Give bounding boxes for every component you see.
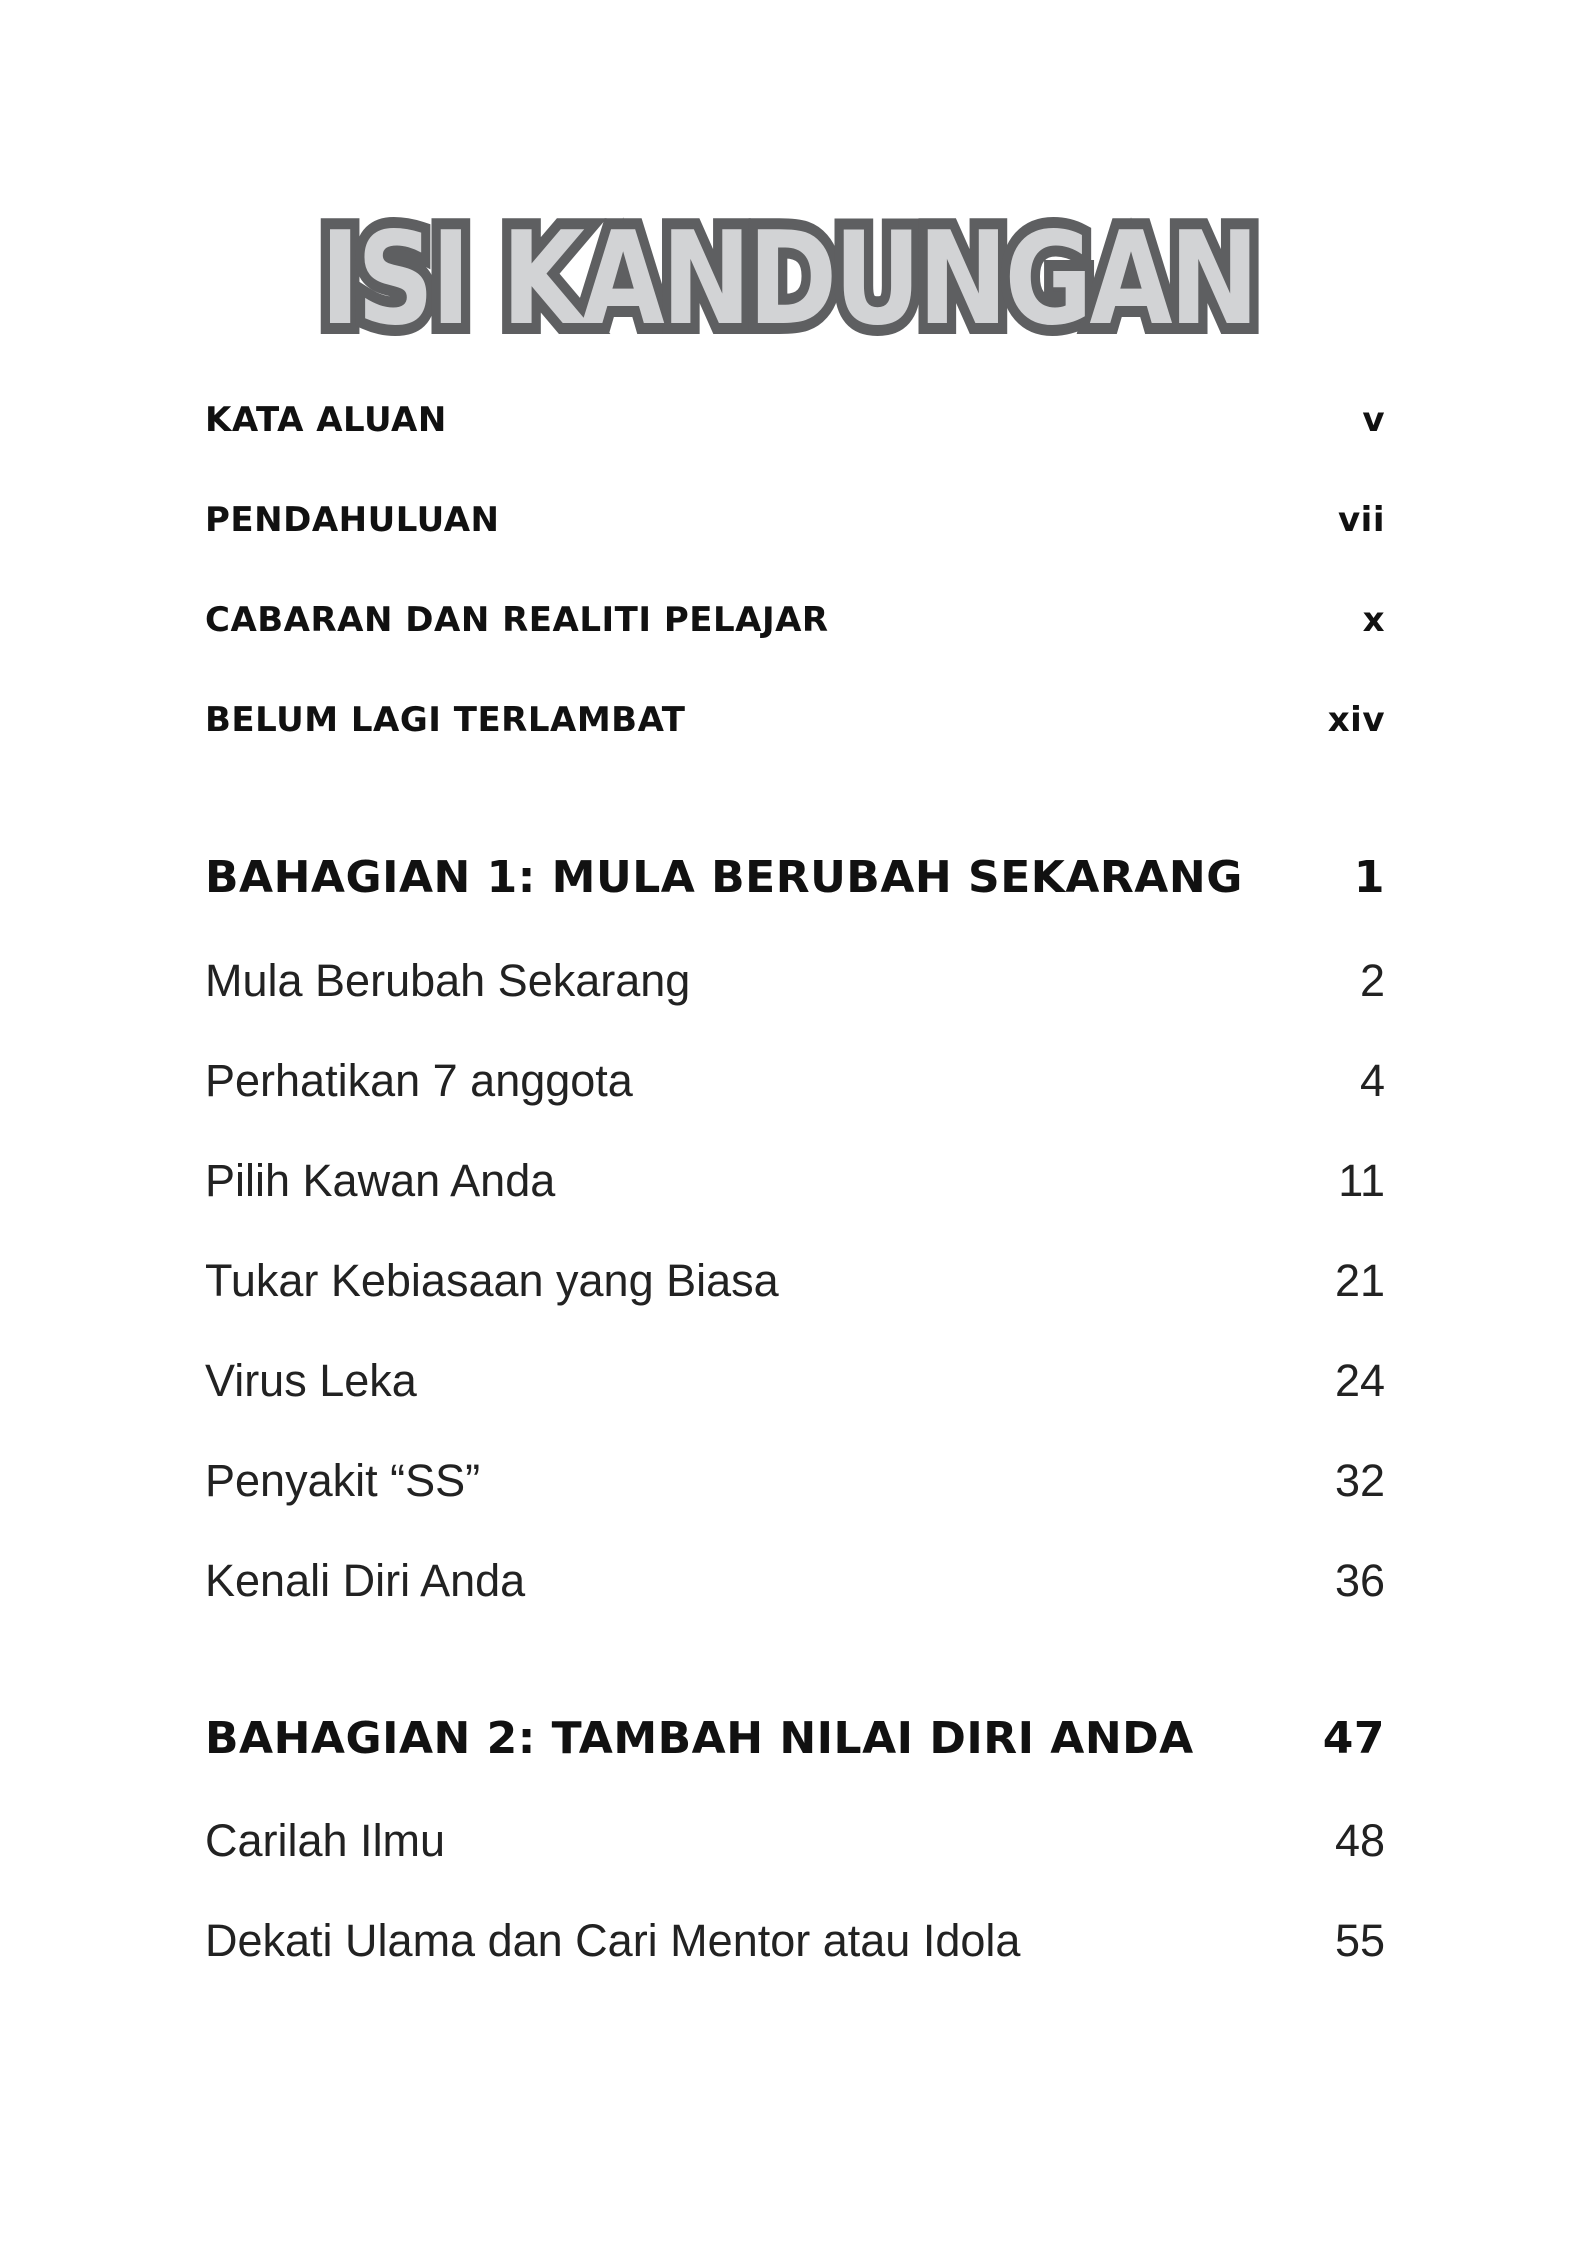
toc-entry xyxy=(205,1455,1385,1507)
entry-page: 55 xyxy=(1334,1915,1385,1966)
entry-page: 2 xyxy=(1359,955,1385,1006)
toc-entry xyxy=(205,1355,1385,1407)
toc-entry xyxy=(205,1815,1385,1867)
toc-entry xyxy=(205,600,1385,640)
entry-page: 32 xyxy=(1334,1455,1385,1506)
entry-page: 4 xyxy=(1359,1055,1385,1106)
page-title xyxy=(0,205,1575,354)
toc-entry xyxy=(205,1555,1385,1607)
entry-label: Tukar Kebiasaan yang Biasa xyxy=(205,1255,779,1306)
entry-label: Mula Berubah Sekarang xyxy=(205,955,691,1006)
toc-entry xyxy=(205,1155,1385,1207)
entry-page: vii xyxy=(1338,500,1385,540)
entry-label: PENDAHULUAN xyxy=(205,500,500,540)
entry-page: 36 xyxy=(1334,1555,1385,1606)
entry-page: xiv xyxy=(1327,700,1385,740)
entry-page: 24 xyxy=(1334,1355,1385,1406)
entry-label: Pilih Kawan Anda xyxy=(205,1155,556,1206)
entry-page: 48 xyxy=(1334,1815,1385,1866)
entry-label: Virus Leka xyxy=(205,1355,417,1406)
part-heading xyxy=(205,1713,1385,1764)
entry-label: CABARAN DAN REALITI PELAJAR xyxy=(205,600,829,640)
toc-entry xyxy=(205,955,1385,1007)
toc-entry xyxy=(205,1055,1385,1107)
entry-label: Dekati Ulama dan Cari Mentor atau Idola xyxy=(205,1915,1021,1966)
part-label: BAHAGIAN 2: TAMBAH NILAI DIRI ANDA xyxy=(205,1713,1194,1764)
entry-page: 21 xyxy=(1334,1255,1385,1306)
page-title-text: ISI KANDUNGAN xyxy=(319,205,1256,354)
entry-label: Perhatikan 7 anggota xyxy=(205,1055,633,1106)
toc-entry xyxy=(205,500,1385,540)
part-heading xyxy=(205,852,1385,903)
toc-entry xyxy=(205,400,1385,440)
toc-entry xyxy=(205,1255,1385,1307)
part-label: BAHAGIAN 1: MULA BERUBAH SEKARANG xyxy=(205,852,1243,903)
entry-label: Penyakit “SS” xyxy=(205,1455,481,1506)
toc-entry xyxy=(205,700,1385,740)
part-page: 47 xyxy=(1322,1713,1385,1764)
entry-page: x xyxy=(1362,600,1385,640)
entry-page: 11 xyxy=(1338,1155,1385,1206)
toc-entry xyxy=(205,1915,1385,1967)
part-page: 1 xyxy=(1353,852,1385,903)
entry-label: Carilah Ilmu xyxy=(205,1815,446,1866)
entry-label: KATA ALUAN xyxy=(205,400,447,440)
entry-label: Kenali Diri Anda xyxy=(205,1555,526,1606)
entry-page: v xyxy=(1362,400,1385,440)
entry-label: BELUM LAGI TERLAMBAT xyxy=(205,700,686,740)
